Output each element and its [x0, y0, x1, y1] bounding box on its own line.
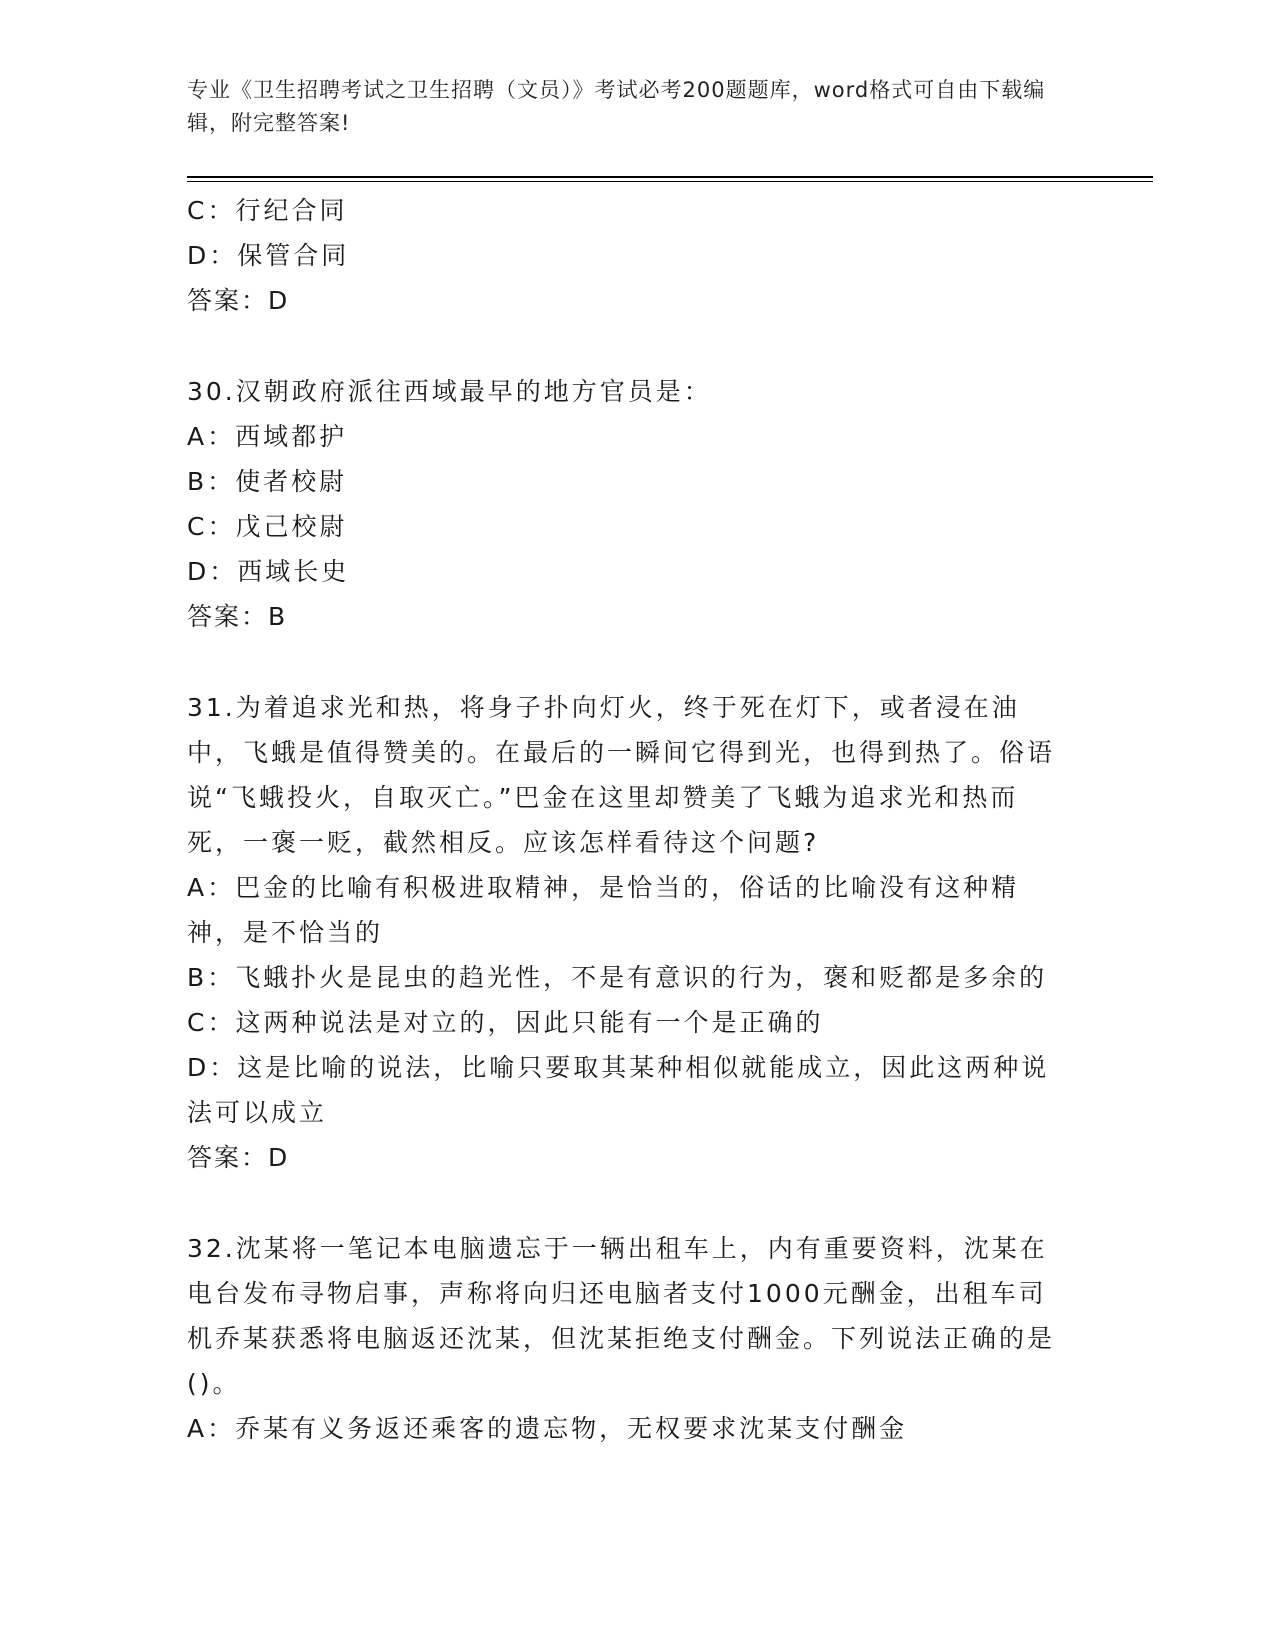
previous-question-tail — [187, 188, 1067, 323]
option-b: B：飞蛾扑火是昆虫的趋光性，不是有意识的行为，褒和贬都是多余的 — [187, 963, 1048, 992]
header-rule-thin — [187, 181, 1153, 182]
question-30 — [187, 369, 1067, 639]
answer-line: 答案：D — [187, 1143, 290, 1172]
option-d: D：这是比喻的说法，比喻只要取其某种相似就能成立，因此这两种说法可以成立 — [187, 1053, 1050, 1127]
option-a: A：西域都护 — [187, 422, 348, 451]
document-body — [187, 188, 1067, 1451]
option-b: B：使者校尉 — [187, 467, 348, 496]
document-header: 专业《卫生招聘考试之卫生招聘（文员）》考试必考200题题库，word格式可自由下载编辑，附完整答案! — [187, 78, 1046, 135]
question-stem: 30.汉朝政府派往西域最早的地方官员是： — [187, 377, 712, 406]
option-c: C：行纪合同 — [187, 196, 348, 225]
option-a: A：乔某有义务返还乘客的遗忘物，无权要求沈某支付酬金 — [187, 1414, 908, 1443]
header-rule — [187, 176, 1153, 178]
question-stem: 32.沈某将一笔记本电脑遗忘于一辆出租车上，内有重要资料，沈某在电台发布寻物启事，声称将向归还电脑者支付1000元酬金，出租车司机乔某获悉将电脑返还沈某，但沈某拒绝支付酬金。下列说法正确的是()。 — [187, 1234, 1056, 1398]
answer-line: 答案：B — [187, 602, 288, 631]
option-d: D：保管合同 — [187, 241, 350, 270]
option-a: A：巴金的比喻有积极进取精神，是恰当的，俗话的比喻没有这种精神，是不恰当的 — [187, 873, 1020, 947]
question-31 — [187, 685, 1067, 1180]
question-stem: 31.为着追求光和热，将身子扑向灯火，终于死在灯下，或者浸在油中，飞蛾是值得赞美的。在最后的一瞬间它得到光，也得到热了。俗语说“飞蛾投火，自取灭亡。”巴金在这里却赞美了飞蛾为追求光和热而死，一褒一贬，截然相反。应该怎样看待这个问题? — [187, 693, 1056, 857]
question-32 — [187, 1226, 1067, 1451]
option-c: C：戊己校尉 — [187, 512, 348, 541]
option-d: D：西域长史 — [187, 557, 350, 586]
option-c: C：这两种说法是对立的，因此只能有一个是正确的 — [187, 1008, 824, 1037]
answer-line: 答案：D — [187, 286, 290, 315]
